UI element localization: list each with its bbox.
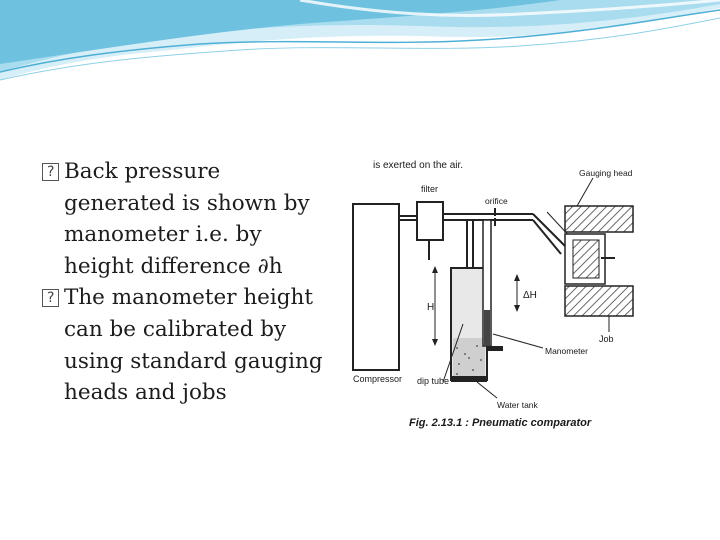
figure-caption: Fig. 2.13.1 : Pneumatic comparator (409, 417, 592, 429)
bullet-marker-icon (42, 163, 59, 181)
gauging-head-label: Gauging head (579, 168, 633, 178)
bullet-list (42, 156, 334, 409)
job-block (565, 286, 633, 316)
pneumatic-comparator-diagram (347, 160, 653, 434)
header-wave-decoration (0, 0, 720, 95)
job-label: Job (599, 334, 614, 344)
delta-h-label: ΔH (523, 290, 537, 301)
height-h-label: H (427, 302, 435, 313)
orifice-label: orifice (485, 196, 508, 206)
gauging-head-top (565, 206, 633, 232)
bullet-item (42, 156, 334, 282)
pneumatic-comparator-figure (347, 160, 653, 434)
water-tank-label: Water tank (497, 400, 538, 410)
dip-tube-label: dip tube (417, 376, 450, 386)
bullet-item (42, 282, 334, 408)
filter-label: filter (421, 184, 439, 194)
compressor-label: Compressor (353, 374, 403, 384)
filter-box (417, 202, 443, 240)
figure-top-caption: is exerted on the air. (373, 160, 464, 171)
compressor-body (353, 204, 399, 370)
bullet-text: The manometer height can be calibrated by using standard gauging heads and jobs (64, 285, 323, 406)
bullet-text: Back pressure generated is shown by manometer i.e. by height difference ∂h (64, 159, 310, 279)
bullet-marker-icon (42, 289, 59, 307)
manometer-label: Manometer (545, 346, 588, 356)
